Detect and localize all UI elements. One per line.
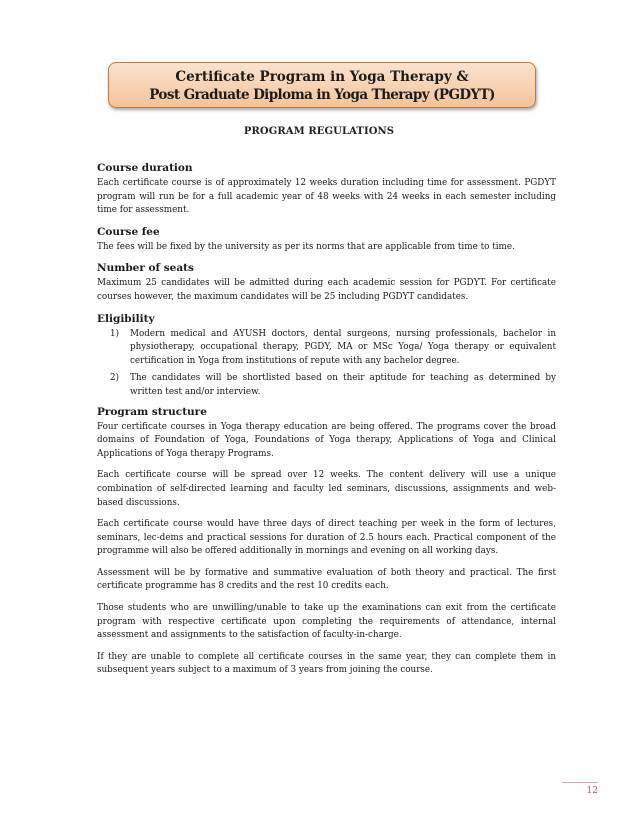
section-heading: Course fee bbox=[97, 225, 160, 238]
structure-paragraph: Each certificate course would have three days of direct teaching per week in the form of lectures, seminars, lec-dems and practical sessions for duration of 2.5 hours each. Practical component of the programme will also be offered additionally in mornings and evening on all working days. bbox=[97, 519, 556, 557]
page-number: 12 bbox=[562, 782, 598, 796]
list-item-number: 2) bbox=[110, 373, 120, 384]
eligibility-list bbox=[97, 328, 556, 400]
banner-title-line1: Certificate Program in Yoga Therapy & bbox=[175, 69, 469, 85]
structure-paragraph: Assessment will be by formative and summative evaluation of both theory and practical. The first certificate programme has 8 credits and the rest 10 credits each. bbox=[97, 567, 556, 592]
list-item-text: Modern medical and AYUSH doctors, dental surgeons, nursing professionals, bachelor in physiotherapy, occupational therapy, PGDY, MA or MSc Yoga/ Yoga therapy or equivalent certification in Yoga from institutions of repute with any bachelor degree. bbox=[130, 328, 556, 366]
section-text: Each certificate course is of approximately 12 weeks duration including time for assessment. PGDYT program will run be for a full academic year of 48 weeks with 24 weeks in each semester including time for assessment. bbox=[97, 178, 556, 216]
regulations-heading: PROGRAM REGULATIONS bbox=[243, 126, 395, 137]
list-item bbox=[110, 328, 556, 369]
section-program-structure bbox=[97, 406, 556, 679]
section-heading: Number of seats bbox=[97, 262, 194, 275]
list-item-number: 1) bbox=[110, 328, 120, 339]
section-heading: Course duration bbox=[97, 162, 193, 174]
list-item bbox=[110, 372, 556, 399]
section-text: The fees will be fixed by the university as per its norms that are applicable from time to time. bbox=[97, 241, 515, 252]
section-heading: Program structure bbox=[97, 405, 207, 418]
regulations-content bbox=[97, 162, 556, 686]
section-eligibility bbox=[97, 313, 556, 400]
list-item-text: The candidates will be shortlisted based on their aptitude for teaching as determined by written test and/or interview. bbox=[130, 373, 556, 397]
structure-paragraph: Those students who are unwilling/unable to take up the examinations can exit from the certificate program with respective certificate upon completing the requirements of attendance, internal assessment and assignments to the satisfaction of faculty-in-charge. bbox=[97, 603, 556, 641]
section-number-of-seats bbox=[97, 262, 556, 304]
structure-paragraph: Four certificate courses in Yoga therapy education are being offered. The programs cover the broad domains of Foundation of Yoga, Foundations of Yoga therapy, Applications of Yoga and Clinical Applications of Yoga therapy Programs. bbox=[97, 421, 556, 459]
section-course-duration bbox=[97, 162, 556, 218]
section-course-fee bbox=[97, 226, 556, 255]
section-heading: Eligibility bbox=[97, 312, 155, 325]
section-text: Maximum 25 candidates will be admitted during each academic session for PGDYT. For certificate courses however, the maximum candidates will be 25 including PGDYT candidates. bbox=[97, 278, 556, 302]
structure-paragraph: If they are unable to complete all certificate courses in the same year, they can complete them in subsequent years subject to a maximum of 3 years from joining the course. bbox=[97, 651, 556, 676]
banner-title-line2: Post Graduate Diploma in Yoga Therapy (PGDYT) bbox=[149, 87, 495, 103]
title-banner bbox=[108, 62, 536, 108]
structure-paragraph: Each certificate course will be spread over 12 weeks. The content delivery will use a unique combination of self-directed learning and faculty led seminars, discussions, assignments and web-based discussions. bbox=[97, 470, 556, 508]
